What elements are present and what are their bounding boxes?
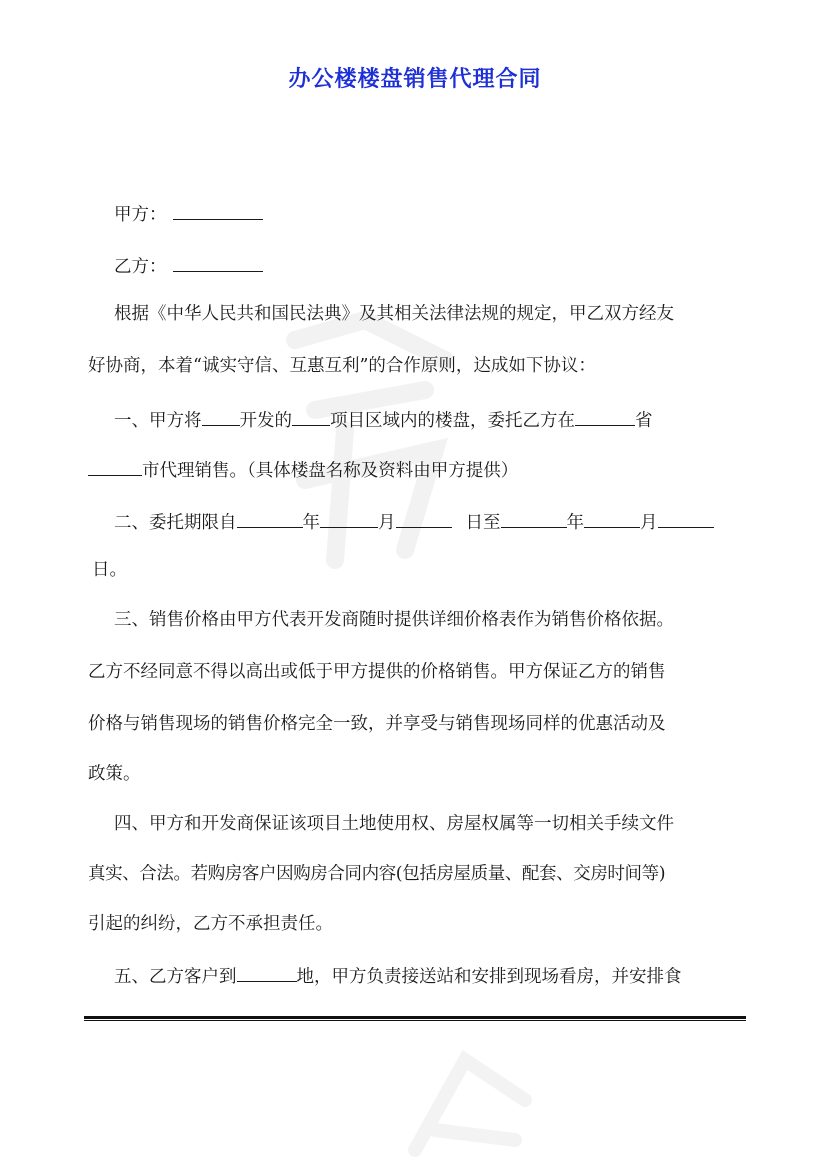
party-a-blank: [173, 200, 263, 220]
clause-2-line-1: [114, 508, 714, 535]
document-title: 办公楼楼盘销售代理合同: [288, 67, 542, 92]
party-b-label: 乙方：: [114, 257, 167, 277]
clause-1-blank-developer: [202, 406, 240, 426]
clause-2-year-start: 年: [302, 513, 320, 533]
clause-2-line-2: 日。: [92, 560, 127, 580]
party-a-line: [114, 200, 263, 227]
clause-5-text-a: 五、乙方客户到: [114, 967, 237, 987]
clause-2-year-end: 年: [566, 513, 584, 533]
clause-5-blank-location: [237, 962, 297, 982]
clause-4-line-1: 四、甲方和开发商保证该项目土地使用权、房屋权属等一切相关手续文件: [114, 814, 674, 834]
clause-1-line-1: [114, 406, 653, 433]
clause-1-blank-project: [292, 406, 330, 426]
clause-2-month-end: 月: [640, 513, 658, 533]
watermark-stamp-icon-lower: [395, 1040, 545, 1170]
party-a-label: 甲方：: [114, 205, 167, 225]
clause-1-text-d: 省: [635, 411, 653, 431]
clause-3-line-2: 乙方不经同意不得以高出或低于甲方提供的价格销售。甲方保证乙方的销售: [88, 662, 666, 682]
clause-2-blank-month-start: [320, 508, 378, 528]
clause-2-blank-year-start: [237, 508, 303, 528]
clause-4-line-3: 引起的纠纷，乙方不承担责任。: [88, 914, 333, 934]
party-b-line: [114, 252, 263, 279]
clause-2-blank-year-end: [501, 508, 567, 528]
clause-2-blank-day-end: [658, 508, 714, 528]
clause-2-day-to: 日至: [465, 513, 501, 533]
intro-line-1: 根据《中华人民共和国民法典》及其相关法律法规的规定，甲乙双方经友: [114, 304, 674, 324]
clause-1-text-b: 开发的: [239, 411, 292, 431]
clause-1-text-a: 一、甲方将: [114, 411, 202, 431]
clause-4-line-2: 真实、合法。若购房客户因购房合同内容(包括房屋质量、配套、交房时间等): [88, 864, 666, 884]
clause-2-text-a: 二、委托期限自: [114, 513, 237, 533]
clause-3-line-3: 价格与销售现场的销售价格完全一致，并享受与销售现场同样的优惠活动及: [88, 714, 666, 734]
clause-1-text-c: 项目区域内的楼盘，委托乙方在: [330, 411, 575, 431]
clause-5-line-1: [114, 962, 682, 989]
clause-1-blank-province: [575, 406, 635, 426]
party-b-blank: [173, 252, 263, 272]
watermark-stamp-icon: [255, 300, 485, 590]
clause-3-line-1: 三、销售价格由甲方代表开发商随时提供详细价格表作为销售价格依据。: [114, 610, 674, 630]
clause-2-blank-month-end: [584, 508, 640, 528]
clause-1-text-e: 市代理销售。（具体楼盘名称及资料由甲方提供）: [142, 461, 519, 481]
clause-1-line-2: [88, 456, 518, 483]
clause-3-line-4: 政策。: [88, 764, 141, 784]
clause-2-blank-day-start: [396, 508, 452, 528]
clause-5-text-b: 地，甲方负责接送站和安排到现场看房，并安排食: [296, 967, 682, 987]
intro-line-2: 好协商，本着“诚实守信、互惠互利”的合作原则，达成如下协议：: [88, 356, 596, 376]
clause-2-month-start: 月: [378, 513, 396, 533]
footer-divider: [84, 1016, 746, 1021]
clause-1-blank-city: [88, 456, 142, 476]
